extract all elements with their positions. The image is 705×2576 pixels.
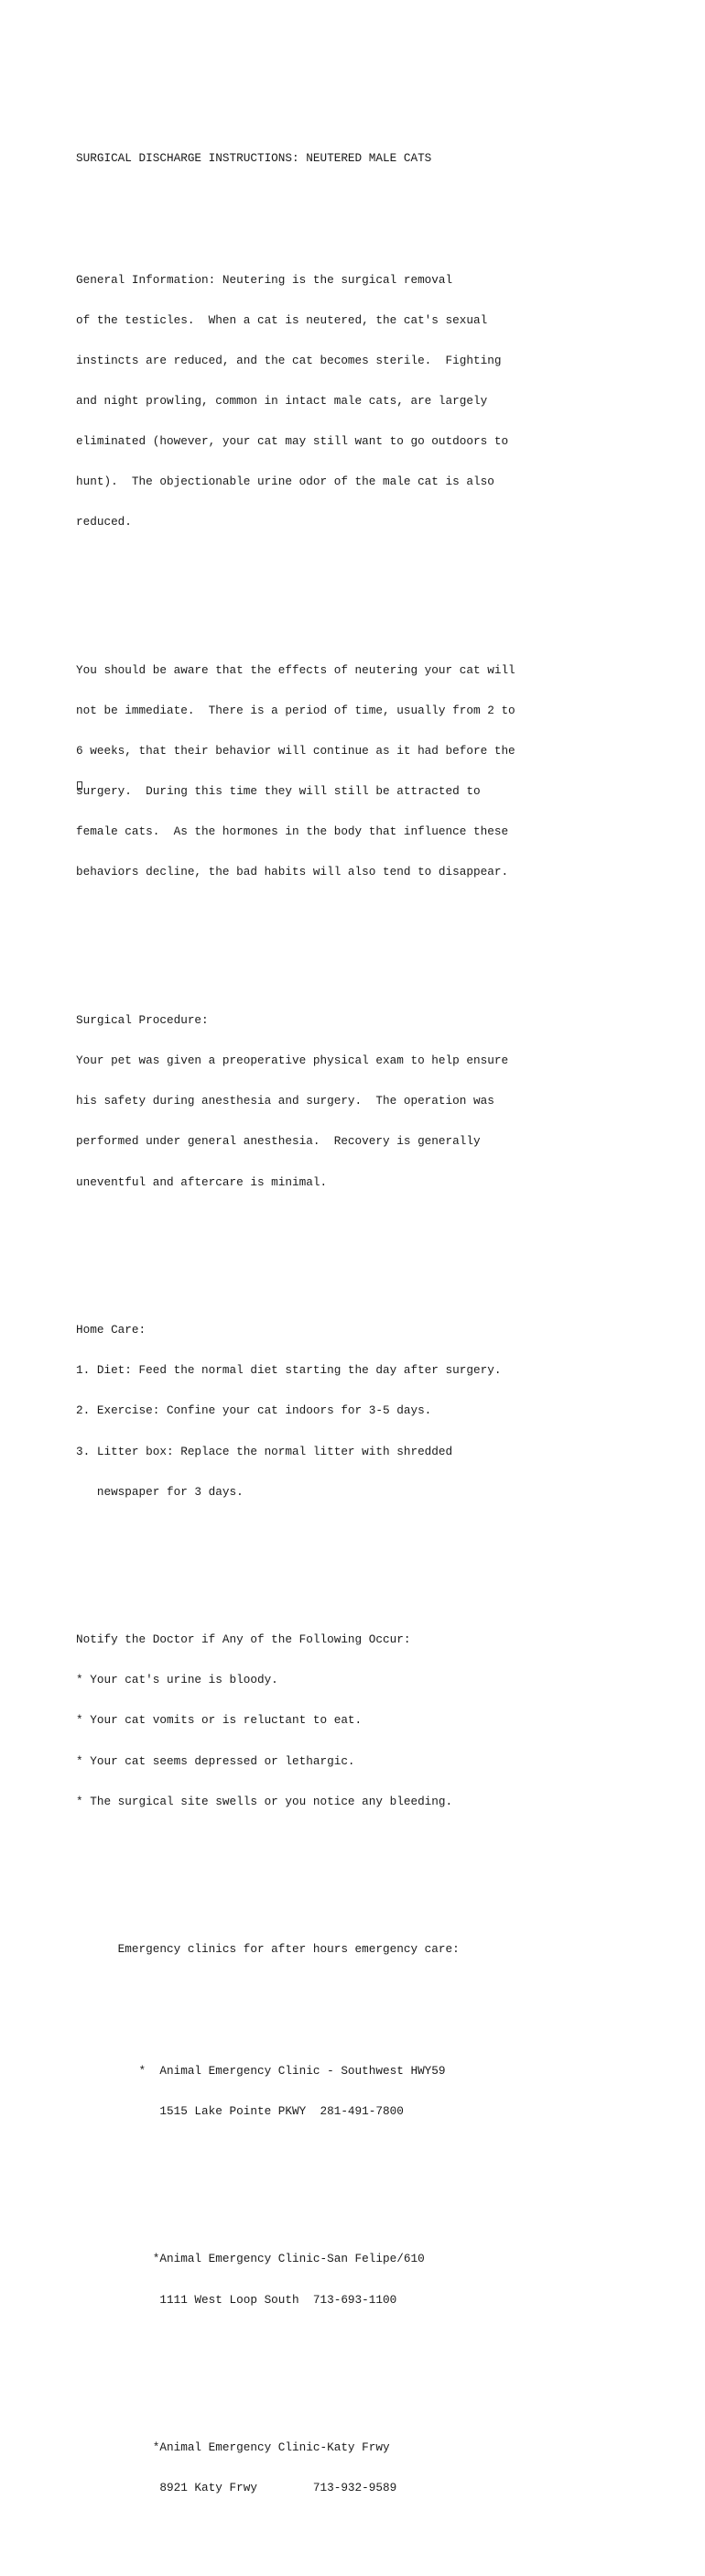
clinic-address: 1515 Lake Pointe PKWY 281-491-7800 — [76, 2103, 404, 2118]
clinic-entry — [76, 2415, 680, 2523]
paragraph-line: General Information: Neutering is the surgical removal — [76, 272, 453, 287]
section-heading: Home Care: — [76, 1323, 146, 1337]
clinic-name: * Animal Emergency Clinic - Southwest HWY59 — [76, 2063, 446, 2078]
paragraph-line: behaviors decline, the bad habits will also tend to disappear. — [76, 865, 509, 879]
document-body — [76, 126, 680, 2576]
blank-line — [76, 933, 680, 947]
paragraph-line: not be immediate. There is a period of time, usually from 2 to — [76, 704, 515, 718]
blank-line — [76, 2172, 680, 2186]
list-item: * Your cat's urine is bloody. — [76, 1673, 278, 1687]
paragraph-line: and night prowling, common in intact male cats, are largely — [76, 393, 488, 408]
clinic-entry — [76, 2226, 680, 2334]
paragraph-line: of the testicles. When a cat is neutered, the cat's sexual — [76, 312, 488, 327]
paragraph-line: reduced. — [76, 515, 132, 529]
list-item: 2. Exercise: Confine your cat indoors for 3-5 days. — [76, 1403, 432, 1418]
blank-line — [76, 1983, 680, 1997]
paragraph-line: 6 weeks, that their behavior will continue as it had before the — [76, 744, 515, 759]
list-item-continuation: newspaper for 3 days. — [76, 1484, 244, 1499]
paragraph-line: uneventful and aftercare is minimal. — [76, 1174, 328, 1189]
paragraph-line: performed under general anesthesia. Recovery is generally — [76, 1134, 481, 1149]
awareness-paragraph — [76, 638, 680, 907]
section-heading: Surgical Procedure: — [76, 1013, 209, 1028]
general-information-paragraph — [76, 246, 680, 556]
paragraph-line: Your pet was given a preoperative physical exam to help ensure — [76, 1053, 509, 1068]
clinic-entry — [76, 2037, 680, 2145]
paragraph-line: surgery. During this time they will still be attracted to — [76, 784, 481, 799]
clinic-address: 8921 Katy Frwy 713-932-9589 — [76, 2481, 397, 2495]
list-item: * The surgical site swells or you notice any bleeding. — [76, 1794, 453, 1808]
clinic-name: *Animal Emergency Clinic-San Felipe/610 — [76, 2252, 425, 2266]
missing-glyph-box-icon — [77, 781, 82, 790]
blank-line — [76, 193, 680, 207]
clinic-address: 1111 West Loop South 713-693-1100 — [76, 2292, 397, 2307]
paragraph-line: eliminated (however, your cat may still want to go outdoors to — [76, 434, 509, 449]
emergency-clinics-section — [76, 1916, 680, 2549]
paragraph-line: hunt). The objectionable urine odor of the male cat is also — [76, 475, 494, 489]
list-item: * Your cat seems depressed or lethargic. — [76, 1753, 355, 1768]
blank-line — [76, 1243, 680, 1257]
document-title: SURGICAL DISCHARGE INSTRUCTIONS: NEUTERED MALE CATS — [76, 151, 432, 166]
section-heading: Notify the Doctor if Any of the Following Occur: — [76, 1632, 411, 1647]
home-care-section — [76, 1297, 680, 1526]
paragraph-line: instincts are reduced, and the cat becomes sterile. Fighting — [76, 353, 502, 367]
list-item: * Your cat vomits or is reluctant to eat. — [76, 1713, 363, 1728]
emergency-heading: Emergency clinics for after hours emergency care: — [76, 1942, 460, 1957]
notify-doctor-section — [76, 1607, 680, 1836]
list-item: 3. Litter box: Replace the normal litter with shredded — [76, 1444, 453, 1458]
blank-line — [76, 1862, 680, 1876]
clinic-name: *Animal Emergency Clinic-Katy Frwy — [76, 2440, 390, 2455]
paragraph-line: You should be aware that the effects of neutering your cat will — [76, 662, 515, 677]
surgical-procedure-section — [76, 988, 680, 1217]
blank-line — [76, 584, 680, 597]
paragraph-line: female cats. As the hormones in the body that influence these — [76, 824, 509, 839]
paragraph-line: his safety during anesthesia and surgery. The operation was — [76, 1094, 494, 1108]
list-item: 1. Diet: Feed the normal diet starting the day after surgery. — [76, 1363, 502, 1378]
blank-line — [76, 1553, 680, 1566]
blank-line — [76, 2361, 680, 2374]
